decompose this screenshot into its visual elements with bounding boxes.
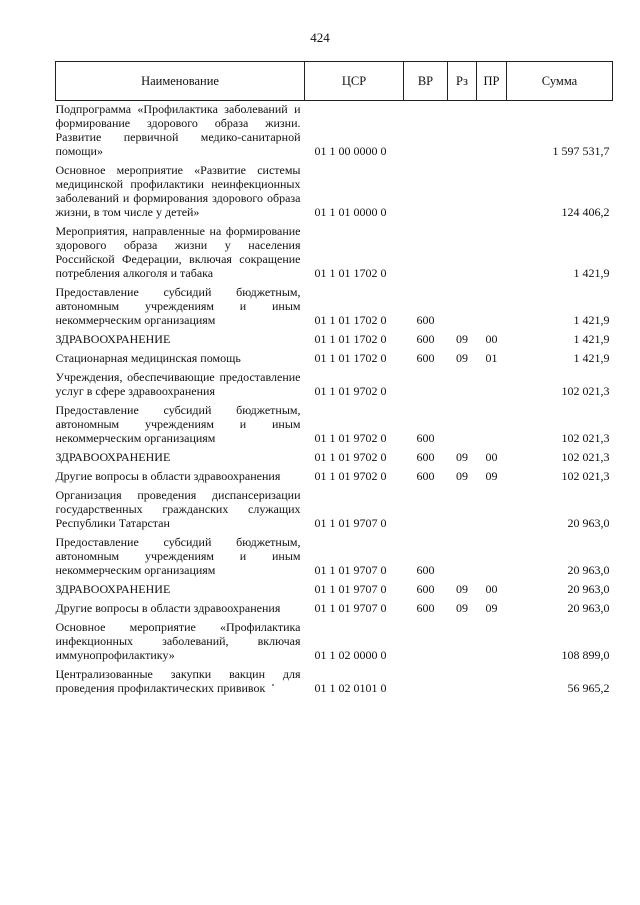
cell-pr [477,615,507,662]
cell-name: Предоставление субсидий бюджетным, автономным учреждениям и иным некоммерческим организациям [55,403,301,445]
budget-table [55,61,613,695]
cell-name: Подпрограмма «Профилактика заболеваний и формирование здорового образа жизни. Развитие первичной медико-санитарной помощи» [55,102,301,158]
cell-rz: 09 [456,450,468,464]
header-pr: ПР [477,62,507,101]
cell-name: Учреждения, обеспечивающие предоставление услуг в сфере здравоохранения [55,370,301,398]
cell-pr [477,483,507,530]
cell-csr: 01 1 01 9707 0 [314,516,387,530]
cell-vr: 600 [416,563,435,577]
cell-pr [477,662,507,695]
cell-vr [404,365,448,398]
cell-vr [404,219,448,280]
cell-rz: 09 [456,601,468,615]
cell-vr: 600 [416,582,435,596]
cell-rz: 09 [456,469,468,483]
cell-rz [448,280,477,327]
cell-vr: 600 [416,469,435,483]
cell-rz [448,483,477,530]
cell-sum: 108 899,0 [561,648,610,662]
table-row [56,365,613,398]
cell-sum: 20 963,0 [567,601,610,615]
cell-sum: 102 021,3 [561,469,610,483]
cell-csr: 01 1 01 1702 0 [314,313,387,327]
table-header [56,62,613,101]
header-csr: ЦСР [305,62,404,101]
cell-pr [477,219,507,280]
cell-name: Мероприятия, направленные на формирование здорового образа жизни у населения Российской Федерации, включая сокращение потребления алкоголя и табака [55,224,301,280]
cell-pr [477,365,507,398]
cell-pr: 09 [485,469,498,483]
cell-pr [477,530,507,577]
header-sum: Сумма [507,62,613,101]
cell-csr: 01 1 01 9702 0 [314,469,387,483]
cell-sum: 20 963,0 [567,516,610,530]
cell-csr: 01 1 02 0000 0 [314,648,387,662]
table-row [56,483,613,530]
cell-pr [477,158,507,219]
header-vr: ВР [404,62,448,101]
header-name: Наименование [56,62,305,101]
cell-sum: 20 963,0 [567,582,610,596]
cell-vr: 600 [416,351,435,365]
cell-name: Предоставление субсидий бюджетным, автономным учреждениям и иным некоммерческим организациям [55,285,301,327]
table-row [56,596,613,615]
cell-csr: 01 1 01 0000 0 [314,205,387,219]
table-row [56,530,613,577]
cell-rz [448,530,477,577]
cell-pr [477,101,507,159]
cell-csr: 01 1 01 1702 0 [314,266,387,280]
cell-rz [448,615,477,662]
cell-name: Стационарная медицинская помощь [55,351,241,365]
table-row [56,280,613,327]
table-row [56,615,613,662]
table-body [56,101,613,696]
cell-vr [404,615,448,662]
cell-pr: 00 [485,450,498,464]
cell-name: Организация проведения диспансеризации государственных гражданских служащих Республики Татарстан [55,488,301,530]
cell-name: ЗДРАВООХРАНЕНИЕ [55,450,171,464]
cell-sum: 1 421,9 [573,313,610,327]
table-row [56,327,613,346]
cell-csr: 01 1 01 9707 0 [314,563,387,577]
cell-rz: 09 [456,351,468,365]
cell-vr: 600 [416,431,435,445]
cell-name: Предоставление субсидий бюджетным, автономным учреждениям и иным некоммерческим организациям [55,535,301,577]
cell-sum: 102 021,3 [561,384,610,398]
cell-sum: 1 597 531,7 [552,144,610,158]
table-row [56,158,613,219]
cell-sum: 1 421,9 [573,351,610,365]
cell-sum: 124 406,2 [561,205,610,219]
header-rz: Рз [448,62,477,101]
cell-vr: 600 [416,313,435,327]
cell-rz [448,158,477,219]
cell-pr: 00 [485,582,498,596]
cell-sum: 1 421,9 [573,332,610,346]
cell-rz [448,101,477,159]
cell-sum: 102 021,3 [561,450,610,464]
cell-pr [477,398,507,445]
table-row [56,464,613,483]
table-row [56,219,613,280]
cell-csr: 01 1 01 9702 0 [314,431,387,445]
cell-rz [448,365,477,398]
table-row [56,346,613,365]
cell-rz: 09 [456,332,468,346]
cell-csr: 01 1 01 9707 0 [314,582,387,596]
cell-csr: 01 1 01 9702 0 [314,450,387,464]
cell-sum: 102 021,3 [561,431,610,445]
cell-csr: 01 1 01 1702 0 [314,351,387,365]
cell-rz [448,219,477,280]
cell-sum: 56 965,2 [567,681,610,695]
cell-pr: 01 [485,351,498,365]
cell-pr: 09 [485,601,498,615]
cell-name: Основное мероприятие «Развитие системы медицинской профилактики неинфекционных заболеваний и формирования здорового образа жизни, в том числе у детей» [55,163,301,219]
cell-csr: 01 1 01 9702 0 [314,384,387,398]
table-row [56,398,613,445]
cell-rz [448,662,477,695]
cell-rz [448,398,477,445]
scan-speck [272,684,274,686]
cell-name: Другие вопросы в области здравоохранения [55,469,281,483]
cell-csr: 01 1 00 0000 0 [314,144,387,158]
cell-vr [404,101,448,159]
cell-sum: 20 963,0 [567,563,610,577]
cell-csr: 01 1 02 0101 0 [314,681,387,695]
cell-vr [404,158,448,219]
cell-name: Основное мероприятие «Профилактика инфекционных заболеваний, включая иммунопрофилактику» [55,620,301,662]
table-row [56,445,613,464]
cell-vr [404,662,448,695]
cell-vr: 600 [416,450,435,464]
cell-sum: 1 421,9 [573,266,610,280]
cell-csr: 01 1 01 9707 0 [314,601,387,615]
table-row [56,662,613,695]
cell-vr [404,483,448,530]
cell-name: ЗДРАВООХРАНЕНИЕ [55,332,171,346]
cell-name: Централизованные закупки вакцин для проведения профилактических прививок [55,667,301,695]
cell-csr: 01 1 01 1702 0 [314,332,387,346]
cell-pr: 00 [485,332,498,346]
table-row [56,577,613,596]
cell-vr: 600 [416,332,435,346]
table-row [56,101,613,159]
cell-name: Другие вопросы в области здравоохранения [55,601,281,615]
cell-rz: 09 [456,582,468,596]
cell-pr [477,280,507,327]
cell-vr: 600 [416,601,435,615]
page-number: 424 [310,30,330,45]
cell-name: ЗДРАВООХРАНЕНИЕ [55,582,171,596]
